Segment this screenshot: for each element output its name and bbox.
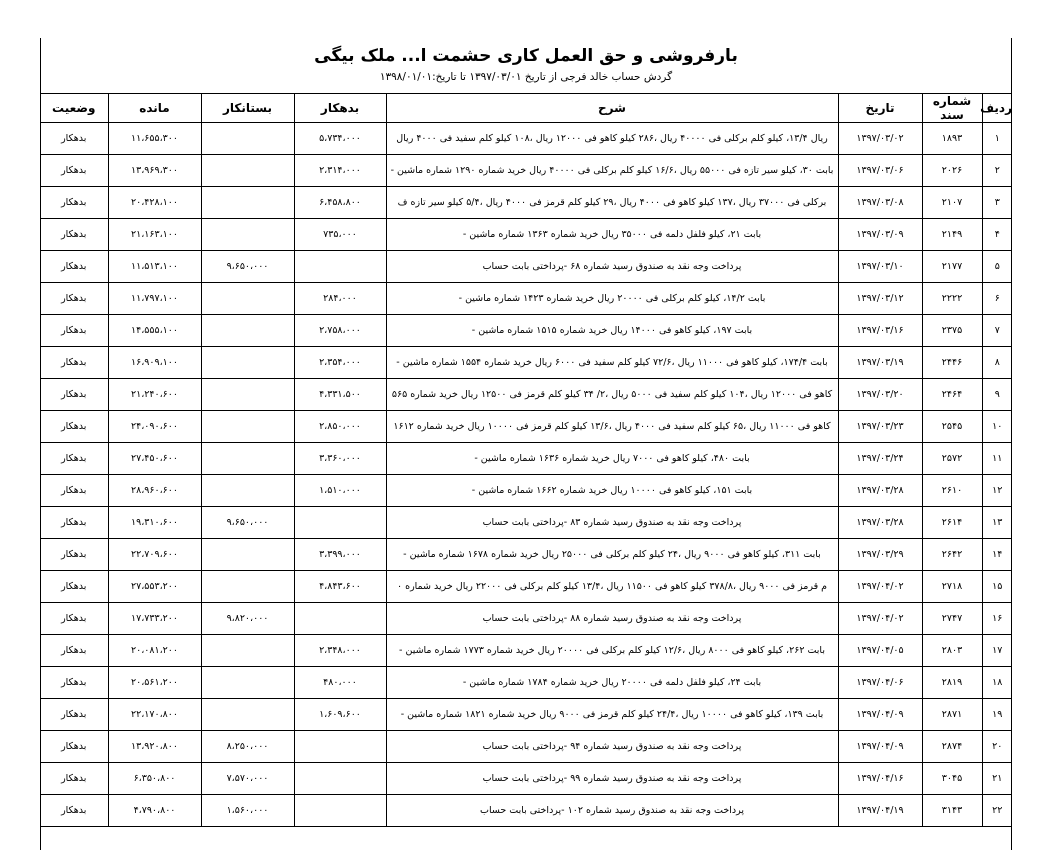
cell-document-number: ۲۶۱۰ — [922, 475, 982, 507]
table-row — [40, 443, 1012, 475]
cell-status: بدهکار — [40, 699, 108, 731]
cell-status: بدهکار — [40, 475, 108, 507]
cell-status: بدهکار — [40, 155, 108, 187]
cell-document-number: ۲۴۶۴ — [922, 379, 982, 411]
cell-date: ۱۳۹۷/۰۳/۲۹ — [838, 539, 922, 571]
cell-credit — [201, 571, 294, 603]
cell-row-number: ۱۸ — [982, 667, 1012, 699]
cell-row-number: ۲۲ — [982, 795, 1012, 827]
ledger-table — [40, 94, 1012, 827]
cell-document-number: ۲۷۱۸ — [922, 571, 982, 603]
cell-document-number: ۳۱۴۳ — [922, 795, 982, 827]
cell-date: ۱۳۹۷/۰۳/۲۰ — [838, 379, 922, 411]
cell-credit — [201, 635, 294, 667]
cell-credit: ۱،۵۶۰،۰۰۰ — [201, 795, 294, 827]
cell-status: بدهکار — [40, 251, 108, 283]
report-subtitle: گردش حساب خالد فرجی از تاریخ ۱۳۹۷/۰۳/۰۱ تا تاریخ:۱۳۹۸/۰۱/۰۱ — [379, 71, 673, 83]
cell-description: بابت ۱۷۴/۴، کیلو کاهو فی ۱۱۰۰۰ ریال ،۷۲/۶ کیلو کلم سفید فی ۶۰۰۰ ریال خرید شماره ۱۵۵۴ شماره ماشین - — [386, 347, 838, 379]
cell-balance: ۲۱،۲۴۰،۶۰۰ — [108, 379, 201, 411]
table-row — [40, 731, 1012, 763]
cell-row-number: ۱۷ — [982, 635, 1012, 667]
cell-date: ۱۳۹۷/۰۴/۰۶ — [838, 667, 922, 699]
cell-row-number: ۲۰ — [982, 731, 1012, 763]
table-row — [40, 795, 1012, 827]
cell-debit: ۲،۳۴۸،۰۰۰ — [294, 635, 386, 667]
cell-document-number: ۲۳۷۵ — [922, 315, 982, 347]
cell-balance: ۲۰،۴۲۸،۱۰۰ — [108, 187, 201, 219]
cell-date: ۱۳۹۷/۰۳/۰۲ — [838, 123, 922, 155]
col-header-status: وضعیت — [40, 94, 108, 123]
cell-balance: ۱۱،۵۱۳،۱۰۰ — [108, 251, 201, 283]
cell-debit: ۷۳۵،۰۰۰ — [294, 219, 386, 251]
cell-credit: ۹،۶۵۰،۰۰۰ — [201, 507, 294, 539]
cell-status: بدهکار — [40, 123, 108, 155]
cell-status: بدهکار — [40, 795, 108, 827]
col-header-description: شرح — [386, 94, 838, 123]
cell-row-number: ۲۱ — [982, 763, 1012, 795]
cell-balance: ۱۳،۹۶۹،۳۰۰ — [108, 155, 201, 187]
cell-debit: ۲،۷۵۸،۰۰۰ — [294, 315, 386, 347]
cell-debit: ۳،۳۶۰،۰۰۰ — [294, 443, 386, 475]
cell-status: بدهکار — [40, 539, 108, 571]
cell-balance: ۴،۷۹۰،۸۰۰ — [108, 795, 201, 827]
cell-description: بابت ۲۶۲، کیلو کاهو فی ۸۰۰۰ ریال ،۱۲/۶ کیلو کلم برکلی فی ۲۰۰۰۰ ریال خرید شماره ۱۷۷۳ شماره ماشین - — [386, 635, 838, 667]
cell-date: ۱۳۹۷/۰۴/۰۵ — [838, 635, 922, 667]
cell-date: ۱۳۹۷/۰۴/۰۹ — [838, 731, 922, 763]
cell-date: ۱۳۹۷/۰۴/۱۶ — [838, 763, 922, 795]
cell-debit — [294, 763, 386, 795]
cell-document-number: ۲۶۱۴ — [922, 507, 982, 539]
table-row — [40, 315, 1012, 347]
table-row — [40, 507, 1012, 539]
cell-description: بابت ۳۰، کیلو سیر تازه فی ۵۵۰۰۰ ریال ،۱۶/۶ کیلو کلم برکلی فی ۴۰۰۰۰ ریال خرید شماره ۱۲۹۰ شماره ماشین - — [386, 155, 838, 187]
cell-date: ۱۳۹۷/۰۴/۰۲ — [838, 571, 922, 603]
cell-balance: ۱۶،۹۰۹،۱۰۰ — [108, 347, 201, 379]
cell-document-number: ۲۱۴۹ — [922, 219, 982, 251]
cell-balance: ۲۷،۴۵۰،۶۰۰ — [108, 443, 201, 475]
cell-balance: ۲۱،۱۶۳،۱۰۰ — [108, 219, 201, 251]
cell-balance: ۲۰،۵۶۱،۲۰۰ — [108, 667, 201, 699]
cell-document-number: ۲۲۲۲ — [922, 283, 982, 315]
cell-date: ۱۳۹۷/۰۳/۲۸ — [838, 507, 922, 539]
cell-status: بدهکار — [40, 379, 108, 411]
cell-date: ۱۳۹۷/۰۴/۰۲ — [838, 603, 922, 635]
cell-balance: ۱۹،۳۱۰،۶۰۰ — [108, 507, 201, 539]
cell-document-number: ۲۱۰۷ — [922, 187, 982, 219]
table-row — [40, 699, 1012, 731]
cell-date: ۱۳۹۷/۰۳/۰۶ — [838, 155, 922, 187]
cell-status: بدهکار — [40, 443, 108, 475]
table-row — [40, 475, 1012, 507]
cell-credit — [201, 187, 294, 219]
cell-row-number: ۳ — [982, 187, 1012, 219]
cell-debit: ۲۸۴،۰۰۰ — [294, 283, 386, 315]
cell-credit — [201, 539, 294, 571]
cell-description: کاهو فی ۱۲۰۰۰ ریال ،۱۰۴ کیلو کلم سفید فی ۵۰۰۰ ریال ،۲/ ۳۴ کیلو کلم قرمز فی ۱۲۵۰۰ ریال خرید شماره ۵۶۵ — [386, 379, 838, 411]
cell-row-number: ۱۲ — [982, 475, 1012, 507]
cell-credit — [201, 315, 294, 347]
cell-debit — [294, 731, 386, 763]
cell-description: برکلی فی ۳۷۰۰۰ ریال ،۱۳۷ کیلو کاهو فی ۴۰۰۰ ریال ،۲۹ کیلو کلم قرمز فی ۴۰۰۰ ریال ،۵/۴ کیلو سیر تازه ف — [386, 187, 838, 219]
cell-debit — [294, 603, 386, 635]
cell-status: بدهکار — [40, 667, 108, 699]
cell-status: بدهکار — [40, 347, 108, 379]
cell-row-number: ۱۱ — [982, 443, 1012, 475]
cell-document-number: ۲۶۴۲ — [922, 539, 982, 571]
cell-debit: ۱،۵۱۰،۰۰۰ — [294, 475, 386, 507]
cell-row-number: ۱۹ — [982, 699, 1012, 731]
cell-balance: ۱۱،۶۵۵،۳۰۰ — [108, 123, 201, 155]
report-header — [40, 38, 1012, 94]
cell-debit: ۵،۷۳۴،۰۰۰ — [294, 123, 386, 155]
cell-credit — [201, 347, 294, 379]
col-header-date: تاریخ — [838, 94, 922, 123]
cell-date: ۱۳۹۷/۰۳/۱۰ — [838, 251, 922, 283]
cell-debit: ۱،۶۰۹،۶۰۰ — [294, 699, 386, 731]
cell-credit: ۸،۲۵۰،۰۰۰ — [201, 731, 294, 763]
cell-row-number: ۱۳ — [982, 507, 1012, 539]
cell-description: بابت ۳۱۱، کیلو کاهو فی ۹۰۰۰ ریال ،۲۴ کیلو کلم برکلی فی ۲۵۰۰۰ ریال خرید شماره ۱۶۷۸ شماره ماشین - — [386, 539, 838, 571]
cell-row-number: ۸ — [982, 347, 1012, 379]
table-row — [40, 219, 1012, 251]
cell-status: بدهکار — [40, 187, 108, 219]
col-header-row-number: ردیف — [982, 94, 1012, 123]
table-row — [40, 763, 1012, 795]
table-row — [40, 603, 1012, 635]
cell-credit — [201, 475, 294, 507]
cell-balance: ۱۱،۷۹۷،۱۰۰ — [108, 283, 201, 315]
cell-description: ریال ۱۳/۴، کیلو کلم برکلی فی ۴۰۰۰۰ ریال ،۲۸۶ کیلو کاهو فی ۱۲۰۰۰ ریال ،۱۰۸ کیلو کلم سفید فی ۴۰۰۰ ریال — [386, 123, 838, 155]
cell-document-number: ۲۵۷۲ — [922, 443, 982, 475]
cell-debit: ۴،۸۴۳،۶۰۰ — [294, 571, 386, 603]
cell-document-number: ۳۰۴۵ — [922, 763, 982, 795]
cell-credit — [201, 411, 294, 443]
table-row — [40, 155, 1012, 187]
cell-debit: ۲،۳۱۴،۰۰۰ — [294, 155, 386, 187]
cell-debit: ۴،۳۳۱،۵۰۰ — [294, 379, 386, 411]
cell-description: بابت ۱۵۱، کیلو کاهو فی ۱۰۰۰۰ ریال خرید شماره ۱۶۶۲ شماره ماشین - — [386, 475, 838, 507]
cell-description: بابت ۲۴، کیلو فلفل دلمه فی ۲۰۰۰۰ ریال خرید شماره ۱۷۸۴ شماره ماشین - — [386, 667, 838, 699]
cell-date: ۱۳۹۷/۰۳/۰۸ — [838, 187, 922, 219]
cell-status: بدهکار — [40, 507, 108, 539]
cell-description: بابت ۱۴/۲، کیلو کلم برکلی فی ۲۰۰۰۰ ریال خرید شماره ۱۴۲۳ شماره ماشین - — [386, 283, 838, 315]
table-row — [40, 571, 1012, 603]
cell-balance: ۲۷،۵۵۳،۲۰۰ — [108, 571, 201, 603]
table-header-row — [40, 94, 1012, 123]
cell-balance: ۲۸،۹۶۰،۶۰۰ — [108, 475, 201, 507]
cell-status: بدهکار — [40, 571, 108, 603]
cell-document-number: ۲۵۴۵ — [922, 411, 982, 443]
table-row — [40, 411, 1012, 443]
cell-status: بدهکار — [40, 603, 108, 635]
cell-credit — [201, 219, 294, 251]
cell-credit — [201, 667, 294, 699]
table-row — [40, 187, 1012, 219]
cell-description: پرداخت وجه نقد به صندوق رسید شماره ۱۰۲ -پرداختی بابت حساب — [386, 795, 838, 827]
cell-row-number: ۱۴ — [982, 539, 1012, 571]
cell-balance: ۱۴،۵۵۵،۱۰۰ — [108, 315, 201, 347]
cell-credit — [201, 699, 294, 731]
cell-document-number: ۲۷۴۷ — [922, 603, 982, 635]
cell-description: پرداخت وجه نقد به صندوق رسید شماره ۹۴ -پرداختی بابت حساب — [386, 731, 838, 763]
cell-date: ۱۳۹۷/۰۳/۱۶ — [838, 315, 922, 347]
ledger-body — [40, 123, 1012, 827]
cell-status: بدهکار — [40, 731, 108, 763]
table-row — [40, 539, 1012, 571]
cell-status: بدهکار — [40, 283, 108, 315]
cell-row-number: ۱۵ — [982, 571, 1012, 603]
cell-date: ۱۳۹۷/۰۳/۲۸ — [838, 475, 922, 507]
cell-row-number: ۶ — [982, 283, 1012, 315]
cell-debit: ۳،۳۹۹،۰۰۰ — [294, 539, 386, 571]
col-header-balance: مانده — [108, 94, 201, 123]
cell-description: پرداخت وجه نقد به صندوق رسید شماره ۶۸ -پرداختی بابت حساب — [386, 251, 838, 283]
cell-description: کاهو فی ۱۱۰۰۰ ریال ،۶۵ کیلو کلم سفید فی ۴۰۰۰ ریال ،۱۳/۶ کیلو کلم قرمز فی ۱۰۰۰۰ ریال خرید شماره ۱۶۱۲ — [386, 411, 838, 443]
cell-status: بدهکار — [40, 219, 108, 251]
cell-credit: ۹،۶۵۰،۰۰۰ — [201, 251, 294, 283]
cell-credit: ۷،۵۷۰،۰۰۰ — [201, 763, 294, 795]
cell-document-number: ۲۰۲۶ — [922, 155, 982, 187]
cell-document-number: ۲۸۷۱ — [922, 699, 982, 731]
report-title: بارفروشی و حق العمل کاری حشمت ا... ملک بیگی — [314, 46, 738, 66]
col-header-debit: بدهکار — [294, 94, 386, 123]
table-row — [40, 123, 1012, 155]
cell-status: بدهکار — [40, 411, 108, 443]
cell-debit: ۲،۳۵۴،۰۰۰ — [294, 347, 386, 379]
cell-row-number: ۹ — [982, 379, 1012, 411]
table-row — [40, 251, 1012, 283]
table-row — [40, 635, 1012, 667]
cell-description: بابت ۱۳۹، کیلو کاهو فی ۱۰۰۰۰ ریال ،۲۴/۴ کیلو کلم قرمز فی ۹۰۰۰ ریال خرید شماره ۱۸۲۱ شماره ماشین - — [386, 699, 838, 731]
cell-date: ۱۳۹۷/۰۳/۱۹ — [838, 347, 922, 379]
cell-debit: ۲،۸۵۰،۰۰۰ — [294, 411, 386, 443]
cell-debit — [294, 507, 386, 539]
cell-credit — [201, 283, 294, 315]
cell-document-number: ۲۸۱۹ — [922, 667, 982, 699]
cell-description: بابت ۲۱، کیلو فلفل دلمه فی ۳۵۰۰۰ ریال خرید شماره ۱۳۶۳ شماره ماشین - — [386, 219, 838, 251]
cell-document-number: ۲۸۷۴ — [922, 731, 982, 763]
cell-status: بدهکار — [40, 315, 108, 347]
cell-description: بابت ۱۹۷، کیلو کاهو فی ۱۴۰۰۰ ریال خرید شماره ۱۵۱۵ شماره ماشین - — [386, 315, 838, 347]
table-row — [40, 347, 1012, 379]
cell-row-number: ۱۶ — [982, 603, 1012, 635]
cell-balance: ۲۴،۰۹۰،۶۰۰ — [108, 411, 201, 443]
cell-date: ۱۳۹۷/۰۳/۰۹ — [838, 219, 922, 251]
cell-date: ۱۳۹۷/۰۴/۱۹ — [838, 795, 922, 827]
cell-row-number: ۷ — [982, 315, 1012, 347]
cell-status: بدهکار — [40, 763, 108, 795]
cell-balance: ۲۲،۷۰۹،۶۰۰ — [108, 539, 201, 571]
cell-credit — [201, 123, 294, 155]
cell-description: پرداخت وجه نقد به صندوق رسید شماره ۹۹ -پرداختی بابت حساب — [386, 763, 838, 795]
cell-balance: ۱۷،۷۳۳،۲۰۰ — [108, 603, 201, 635]
cell-credit: ۹،۸۲۰،۰۰۰ — [201, 603, 294, 635]
cell-debit: ۶،۴۵۸،۸۰۰ — [294, 187, 386, 219]
cell-row-number: ۱۰ — [982, 411, 1012, 443]
cell-balance: ۲۲،۱۷۰،۸۰۰ — [108, 699, 201, 731]
cell-balance: ۱۳،۹۲۰،۸۰۰ — [108, 731, 201, 763]
cell-document-number: ۲۸۰۳ — [922, 635, 982, 667]
col-header-credit: بستانکار — [201, 94, 294, 123]
cell-debit — [294, 795, 386, 827]
col-header-document-number: شماره سند — [922, 94, 982, 123]
cell-date: ۱۳۹۷/۰۳/۲۳ — [838, 411, 922, 443]
cell-date: ۱۳۹۷/۰۴/۰۹ — [838, 699, 922, 731]
cell-credit — [201, 155, 294, 187]
cell-document-number: ۱۸۹۳ — [922, 123, 982, 155]
cell-debit: ۴۸۰،۰۰۰ — [294, 667, 386, 699]
cell-date: ۱۳۹۷/۰۳/۲۴ — [838, 443, 922, 475]
cell-document-number: ۲۴۴۶ — [922, 347, 982, 379]
cell-date: ۱۳۹۷/۰۳/۱۲ — [838, 283, 922, 315]
cell-status: بدهکار — [40, 635, 108, 667]
cell-description: پرداخت وجه نقد به صندوق رسید شماره ۸۳ -پرداختی بابت حساب — [386, 507, 838, 539]
cell-debit — [294, 251, 386, 283]
cell-credit — [201, 379, 294, 411]
cell-credit — [201, 443, 294, 475]
table-row — [40, 667, 1012, 699]
table-row — [40, 283, 1012, 315]
cell-description: پرداخت وجه نقد به صندوق رسید شماره ۸۸ -پرداختی بابت حساب — [386, 603, 838, 635]
cell-description: م قرمز فی ۹۰۰۰ ریال ،۳۷۸/۸ کیلو کاهو فی ۱۱۵۰۰ ریال ،۱۳/۴ کیلو کلم برکلی فی ۲۲۰۰۰ ریال خرید شماره ۰ — [386, 571, 838, 603]
cell-document-number: ۲۱۷۷ — [922, 251, 982, 283]
cell-description: بابت ۴۸۰، کیلو کاهو فی ۷۰۰۰ ریال خرید شماره ۱۶۳۶ شماره ماشین - — [386, 443, 838, 475]
cell-balance: ۶،۳۵۰،۸۰۰ — [108, 763, 201, 795]
cell-row-number: ۱ — [982, 123, 1012, 155]
cell-row-number: ۴ — [982, 219, 1012, 251]
cell-balance: ۲۰،۰۸۱،۲۰۰ — [108, 635, 201, 667]
cell-row-number: ۵ — [982, 251, 1012, 283]
cell-row-number: ۲ — [982, 155, 1012, 187]
table-row — [40, 379, 1012, 411]
